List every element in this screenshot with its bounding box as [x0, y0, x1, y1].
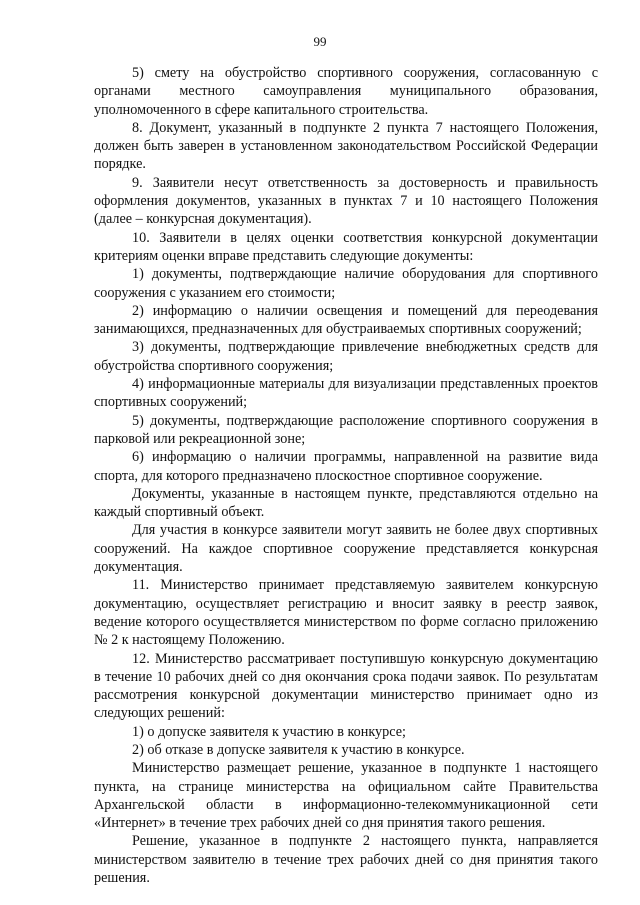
page-number: 99	[313, 34, 327, 49]
document-body	[94, 64, 598, 887]
paragraph-item-10-sub-5: 5) документы, подтверждающие расположение спортивного сооружения в парковой или рекреационной зоне;	[94, 412, 598, 447]
paragraph-item-12-sub-2: 2) об отказе в допуске заявителя к участию в конкурсе.	[132, 741, 465, 758]
paragraph-item-10-sub-6: 6) информацию о наличии программы, направленной на развитие вида спорта, для которого предназначено плоскостное спортивное сооружение.	[94, 449, 598, 484]
paragraph-item-10-sub-3: 3) документы, подтверждающие привлечение внебюджетных средств для обустройства спортивного сооружения;	[94, 339, 598, 374]
paragraph-item-10-sub-4: 4) информационные материалы для визуализации представленных проектов спортивных сооружений;	[94, 376, 598, 411]
paragraph-item-9: 9. Заявители несут ответственность за достоверность и правильность оформления документов, указанных в пунктах 7 и 10 настоящего Положения (далее – конкурсная документация).	[94, 174, 598, 228]
paragraph-item-10: 10. Заявители в целях оценки соответствия конкурсной документации критериям оценки вправе представить следующие документы:	[94, 229, 598, 264]
paragraph-subitem-5-estimate: 5) смету на обустройство спортивного сооружения, согласованную с органами местного самоуправления муниципального образования, уполномоченного в сфере капитального строительства.	[94, 65, 598, 118]
paragraph-item-12: 12. Министерство рассматривает поступившую конкурсную документацию в течение 10 рабочих дней со дня окончания срока подачи заявок. По результатам рассмотрения конкурсной документации министерство принимает одно из следующих решений:	[94, 650, 598, 722]
paragraph-item-8: 8. Документ, указанный в подпункте 2 пункта 7 настоящего Положения, должен быть заверен в установленном законодательством Российской Федерации порядке.	[94, 119, 598, 173]
paragraph-refusal-notification: Решение, указанное в подпункте 2 настоящего пункта, направляется министерством заявителю в течение трех рабочих дней со дня принятия такого решения.	[94, 833, 598, 887]
paragraph-participation-limit: Для участия в конкурсе заявители могут заявить не более двух спортивных сооружений. На каждое спортивное сооружение представляется конкурсная документация.	[94, 522, 598, 576]
paragraph-item-11: 11. Министерство принимает представляемую заявителем конкурсную документацию, осуществляет регистрацию и вносит заявку в реестр заявок, ведение которого осуществляется министерством по форме согласно приложению № 2 к настоящему Положению.	[94, 577, 598, 649]
paragraph-documents-per-object: Документы, указанные в настоящем пункте, представляются отдельно на каждый спортивный объект.	[94, 485, 598, 521]
paragraph-decision-publication: Министерство размещает решение, указанное в подпункте 1 настоящего пункта, на странице министерства на официальном сайте Правительства Архангельской области в информационно-телекоммуникационной сети «Интернет» в течение трех рабочих дней со дня принятия такого решения.	[94, 760, 598, 832]
paragraph-item-10-sub-2: 2) информацию о наличии освещения и помещений для переодевания занимающихся, предназначенных для обустраиваемых спортивных сооружений;	[94, 302, 598, 338]
paragraph-item-10-sub-1: 1) документы, подтверждающие наличие оборудования для спортивного сооружения с указанием его стоимости;	[94, 266, 598, 301]
paragraph-item-12-sub-1: 1) о допуске заявителя к участию в конкурсе;	[132, 723, 406, 740]
